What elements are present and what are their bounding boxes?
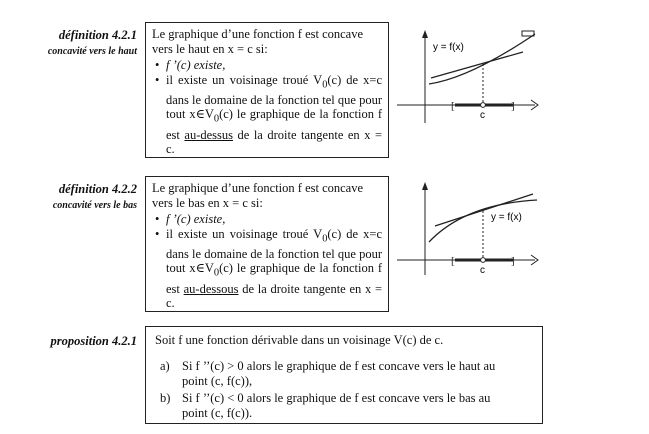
c-point [481, 258, 486, 263]
item-key: b) [160, 391, 171, 405]
condition-list [152, 58, 382, 157]
item-text: Si f ’’(c) > 0 alors le graphique de f est concave vers le haut au point (c, f(c)), [182, 359, 496, 388]
keyword-below: au-dessous [183, 281, 239, 296]
interval-bracket-right: ] [511, 255, 515, 267]
concave-up-figure [395, 28, 547, 128]
interval-bracket-right: ] [511, 100, 515, 112]
condition-list [152, 212, 382, 311]
item-key: a) [160, 359, 170, 373]
proposition-number: proposition 4.2.1 [50, 334, 137, 348]
interval-bracket-left: [ [451, 100, 455, 112]
item-text: Si f ’’(c) < 0 alors le graphique de f est concave vers le bas au point (c, f(c)). [182, 391, 491, 420]
definition-number: définition 4.2.1 [58, 28, 137, 42]
definition-label [0, 28, 137, 57]
definition-intro: Le graphique d’une fonction f est concave vers le haut en x = c si: [152, 27, 364, 56]
definition-subtitle: concavité vers le haut [47, 46, 137, 57]
curve-label: y = f(x) [433, 42, 464, 53]
point-label: c [480, 110, 485, 121]
condition-neighbourhood: • il existe un voisinage troué $V_0(c)$ de x=c dans le domaine de la fonction tel que pour tout $x\in V_0(c)$ le graphique de la fonction f est au-dessous de la droite tangente en x = c. [152, 227, 382, 311]
condition-derivative: • f ’(c) existe, [152, 212, 382, 227]
proposition-label [0, 334, 137, 349]
c-point [481, 103, 486, 108]
proposition-box [145, 326, 543, 424]
definition-number: définition 4.2.2 [58, 182, 137, 196]
definition-intro: Le graphique d’une fonction f est concave vers le bas en x = c si: [152, 181, 364, 210]
interval-bracket-left: [ [451, 255, 455, 267]
concave-down-figure [395, 180, 547, 280]
keyword-above: au-dessus [184, 127, 234, 142]
condition-derivative: • f ’(c) existe, [152, 58, 382, 73]
proposition-intro: Soit f une fonction dérivable dans un voisinage V(c) de c. [155, 333, 444, 347]
tangent-line [431, 52, 523, 78]
definition-label [0, 182, 137, 211]
definition-box [145, 22, 389, 158]
curve-label: y = f(x) [491, 212, 522, 223]
definition-box [145, 176, 389, 312]
definition-subtitle: concavité vers le bas [52, 200, 137, 211]
y-axis-arrow [422, 182, 428, 190]
y-axis-arrow [422, 30, 428, 38]
condition-neighbourhood: • il existe un voisinage troué $V_0(c)$ de x=c dans le domaine de la fonction tel que pour tout $x\in V_0(c)$ le graphique de la fonction f est au-dessus de la droite tangente en x = c. [152, 73, 382, 157]
point-label: c [480, 265, 485, 276]
